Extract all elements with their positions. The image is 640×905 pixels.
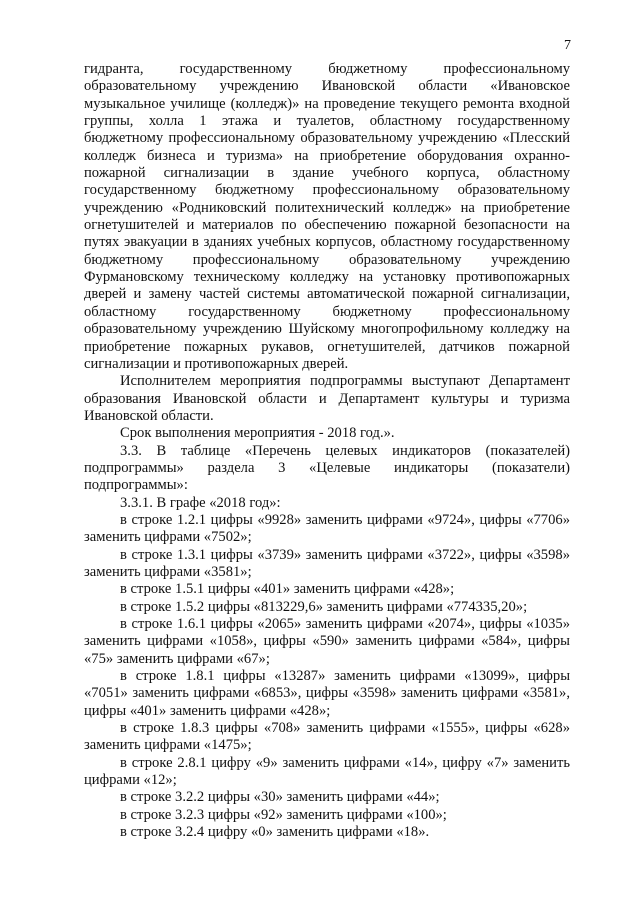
- paragraph-section-3-3-1: 3.3.1. В графе «2018 год»:: [120, 494, 281, 511]
- amendment-row-1-3-1: в строке 1.3.1 цифры «3739» заменить цифрами «3722», цифры «3598» заменить цифрами «3581»;: [84, 546, 570, 580]
- amendment-row-3-2-3: в строке 3.2.3 цифры «92» заменить цифрами «100»;: [120, 806, 447, 823]
- page-number: 7: [564, 38, 571, 53]
- amendment-row-1-5-2: в строке 1.5.2 цифры «813229,6» заменить цифрами «774335,20»;: [120, 598, 528, 615]
- amendment-row-1-8-1: в строке 1.8.1 цифры «13287» заменить цифрами «13099», цифры «7051» заменить цифрами «6853», цифры «3598» заменить цифрами «3581», цифры «401» заменить цифрами «428»;: [84, 668, 570, 719]
- amendment-row-1-5-1: в строке 1.5.1 цифры «401» заменить цифрами «428»;: [120, 581, 455, 598]
- paragraph-deadline: Срок выполнения мероприятия - 2018 год.».: [120, 425, 395, 442]
- document-body: [84, 61, 570, 841]
- paragraph-executors: Исполнителем мероприятия подпрограммы выступают Департамент образования Ивановской области и Департамент культуры и туризма Ивановской области.: [84, 373, 570, 424]
- amendment-row-1-8-3: в строке 1.8.3 цифры «708» заменить цифрами «1555», цифры «628» заменить цифрами «1475»;: [84, 720, 570, 754]
- amendment-row-1-6-1: в строке 1.6.1 цифры «2065» заменить цифрами «2074», цифры «1035» заменить цифрами «1058», цифры «590» заменить цифрами «584», цифры «75» заменить цифрами «67»;: [84, 616, 570, 667]
- amendment-row-3-2-4: в строке 3.2.4 цифру «0» заменить цифрами «18».: [120, 824, 430, 841]
- paragraph-section-3-3: 3.3. В таблице «Перечень целевых индикаторов (показателей) подпрограммы» раздела 3 «Целевые индикаторы (показатели) подпрограммы»:: [84, 442, 570, 494]
- amendment-row-2-8-1: в строке 2.8.1 цифру «9» заменить цифрами «14», цифру «7» заменить цифрами «12»;: [84, 754, 570, 789]
- amendment-row-3-2-2: в строке 3.2.2 цифры «30» заменить цифрами «44»;: [120, 789, 440, 806]
- amendment-row-1-2-1: в строке 1.2.1 цифры «9928» заменить цифрами «9724», цифры «7706» заменить цифрами «7502»;: [84, 511, 570, 546]
- paragraph-continuation: гидранта, государственному бюджетному профессиональному образовательному учреждению Ивановской области «Ивановское музыкальное училище (колледж)» на проведение текущего ремонта входной группы, холла 1 этажа и туалетов, областному государственному бюджетному профессиональному образовательному учреждению «Плесский колледж бизнеса и туризма» на приобретение оборудования охранно-пожарной сигнализации в здание учебного корпуса, областному государственному бюджетному профессиональному образовательному учреждению «Родниковский политехнический колледж» на приобретение огнетушителей и материалов по обеспечению пожарной безопасности на путях эвакуации в зданиях учебных корпусов, областному государственному бюджетному профессиональному образовательному учреждению Фурмановскому техническому колледжу на установку противопожарных дверей и замену частей системы автоматической пожарной сигнализации, областному государственному бюджетному профессиональному образовательному учреждению Шуйскому многопрофильному колледжу на приобретение пожарных рукавов, огнетушителей, датчиков пожарной сигнализации и противопожарных дверей.: [84, 61, 570, 372]
